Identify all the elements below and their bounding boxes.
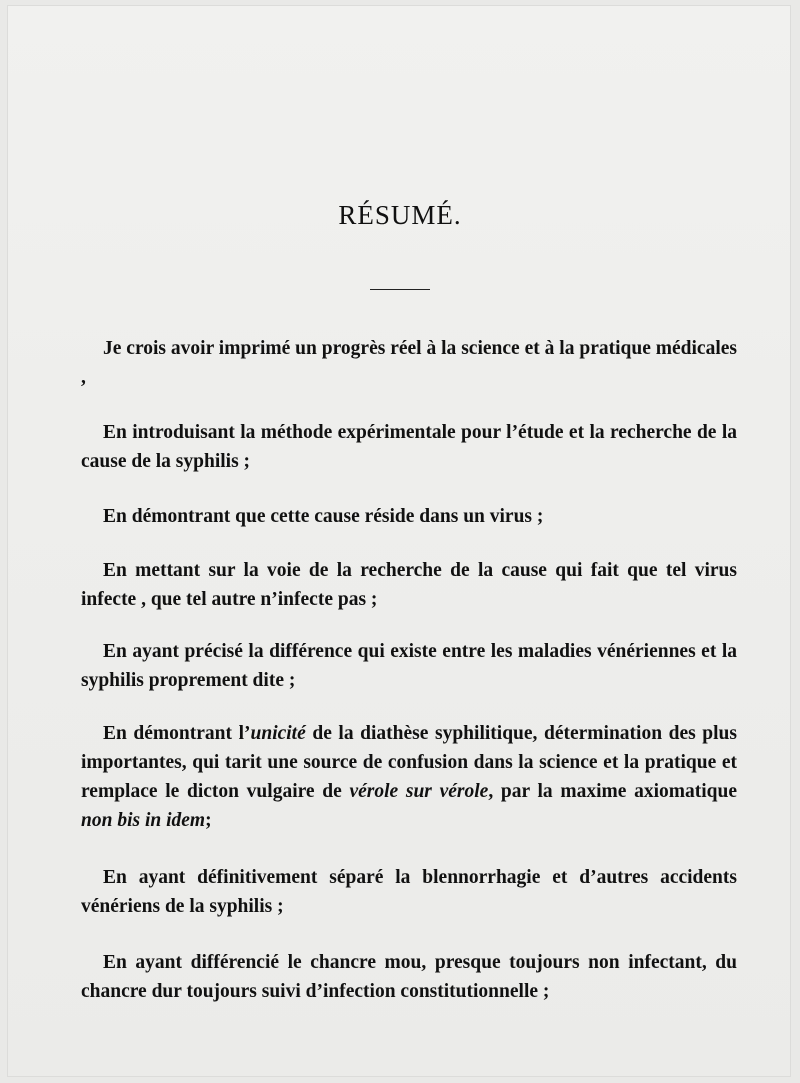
italic-term: unicité <box>250 723 306 744</box>
resume-paragraph-6 <box>81 719 737 835</box>
paragraph-text: En mettant sur la voie de la recherche de la cause qui fait que tel virus infecte , que tel autre n’infecte pas ; <box>81 560 737 610</box>
italic-term: non bis in idem <box>81 810 206 831</box>
title-underline-divider <box>370 289 430 290</box>
page-title: RÉSUMÉ. <box>338 200 462 230</box>
paragraph-text: En ayant précisé la différence qui existe entre les maladies vénériennes et la syphilis proprement dite ; <box>81 641 737 691</box>
resume-paragraph-8 <box>81 948 737 1006</box>
resume-paragraph-7 <box>81 863 737 921</box>
resume-paragraph-2 <box>81 418 737 476</box>
paragraph-text: En ayant définitivement séparé la blennorrhagie et d’autres accidents vénériens de la syphilis ; <box>81 867 737 917</box>
paragraph-text: , par la maxime axiomatique <box>488 781 737 802</box>
resume-paragraph-1 <box>81 334 737 392</box>
resume-paragraph-4 <box>81 556 737 614</box>
paragraph-text: En démontrant que cette cause réside dans un virus ; <box>103 506 544 527</box>
resume-paragraph-3 <box>81 502 737 531</box>
paragraph-text: En ayant différencié le chancre mou, presque toujours non infectant, du chancre dur toujours suivi d’infection constitutionnelle ; <box>81 952 737 1002</box>
paragraph-text: Je crois avoir imprimé un progrès réel à la science et à la pratique médicales , <box>81 338 737 388</box>
resume-paragraph-5 <box>81 637 737 695</box>
paragraph-text: ; <box>205 810 212 831</box>
paragraph-text: de la diathèse syphilitique, détermination des plus importantes, qui tarit une source de confusion dans la science et la pratique et remplace le dicton vulgaire de <box>81 723 737 802</box>
paragraph-text: En introduisant la méthode expérimentale pour l’étude et la recherche de la cause de la syphilis ; <box>81 422 737 472</box>
italic-term: vérole sur vérole <box>349 781 489 802</box>
paragraph-text: En démontrant l’ <box>103 723 251 744</box>
